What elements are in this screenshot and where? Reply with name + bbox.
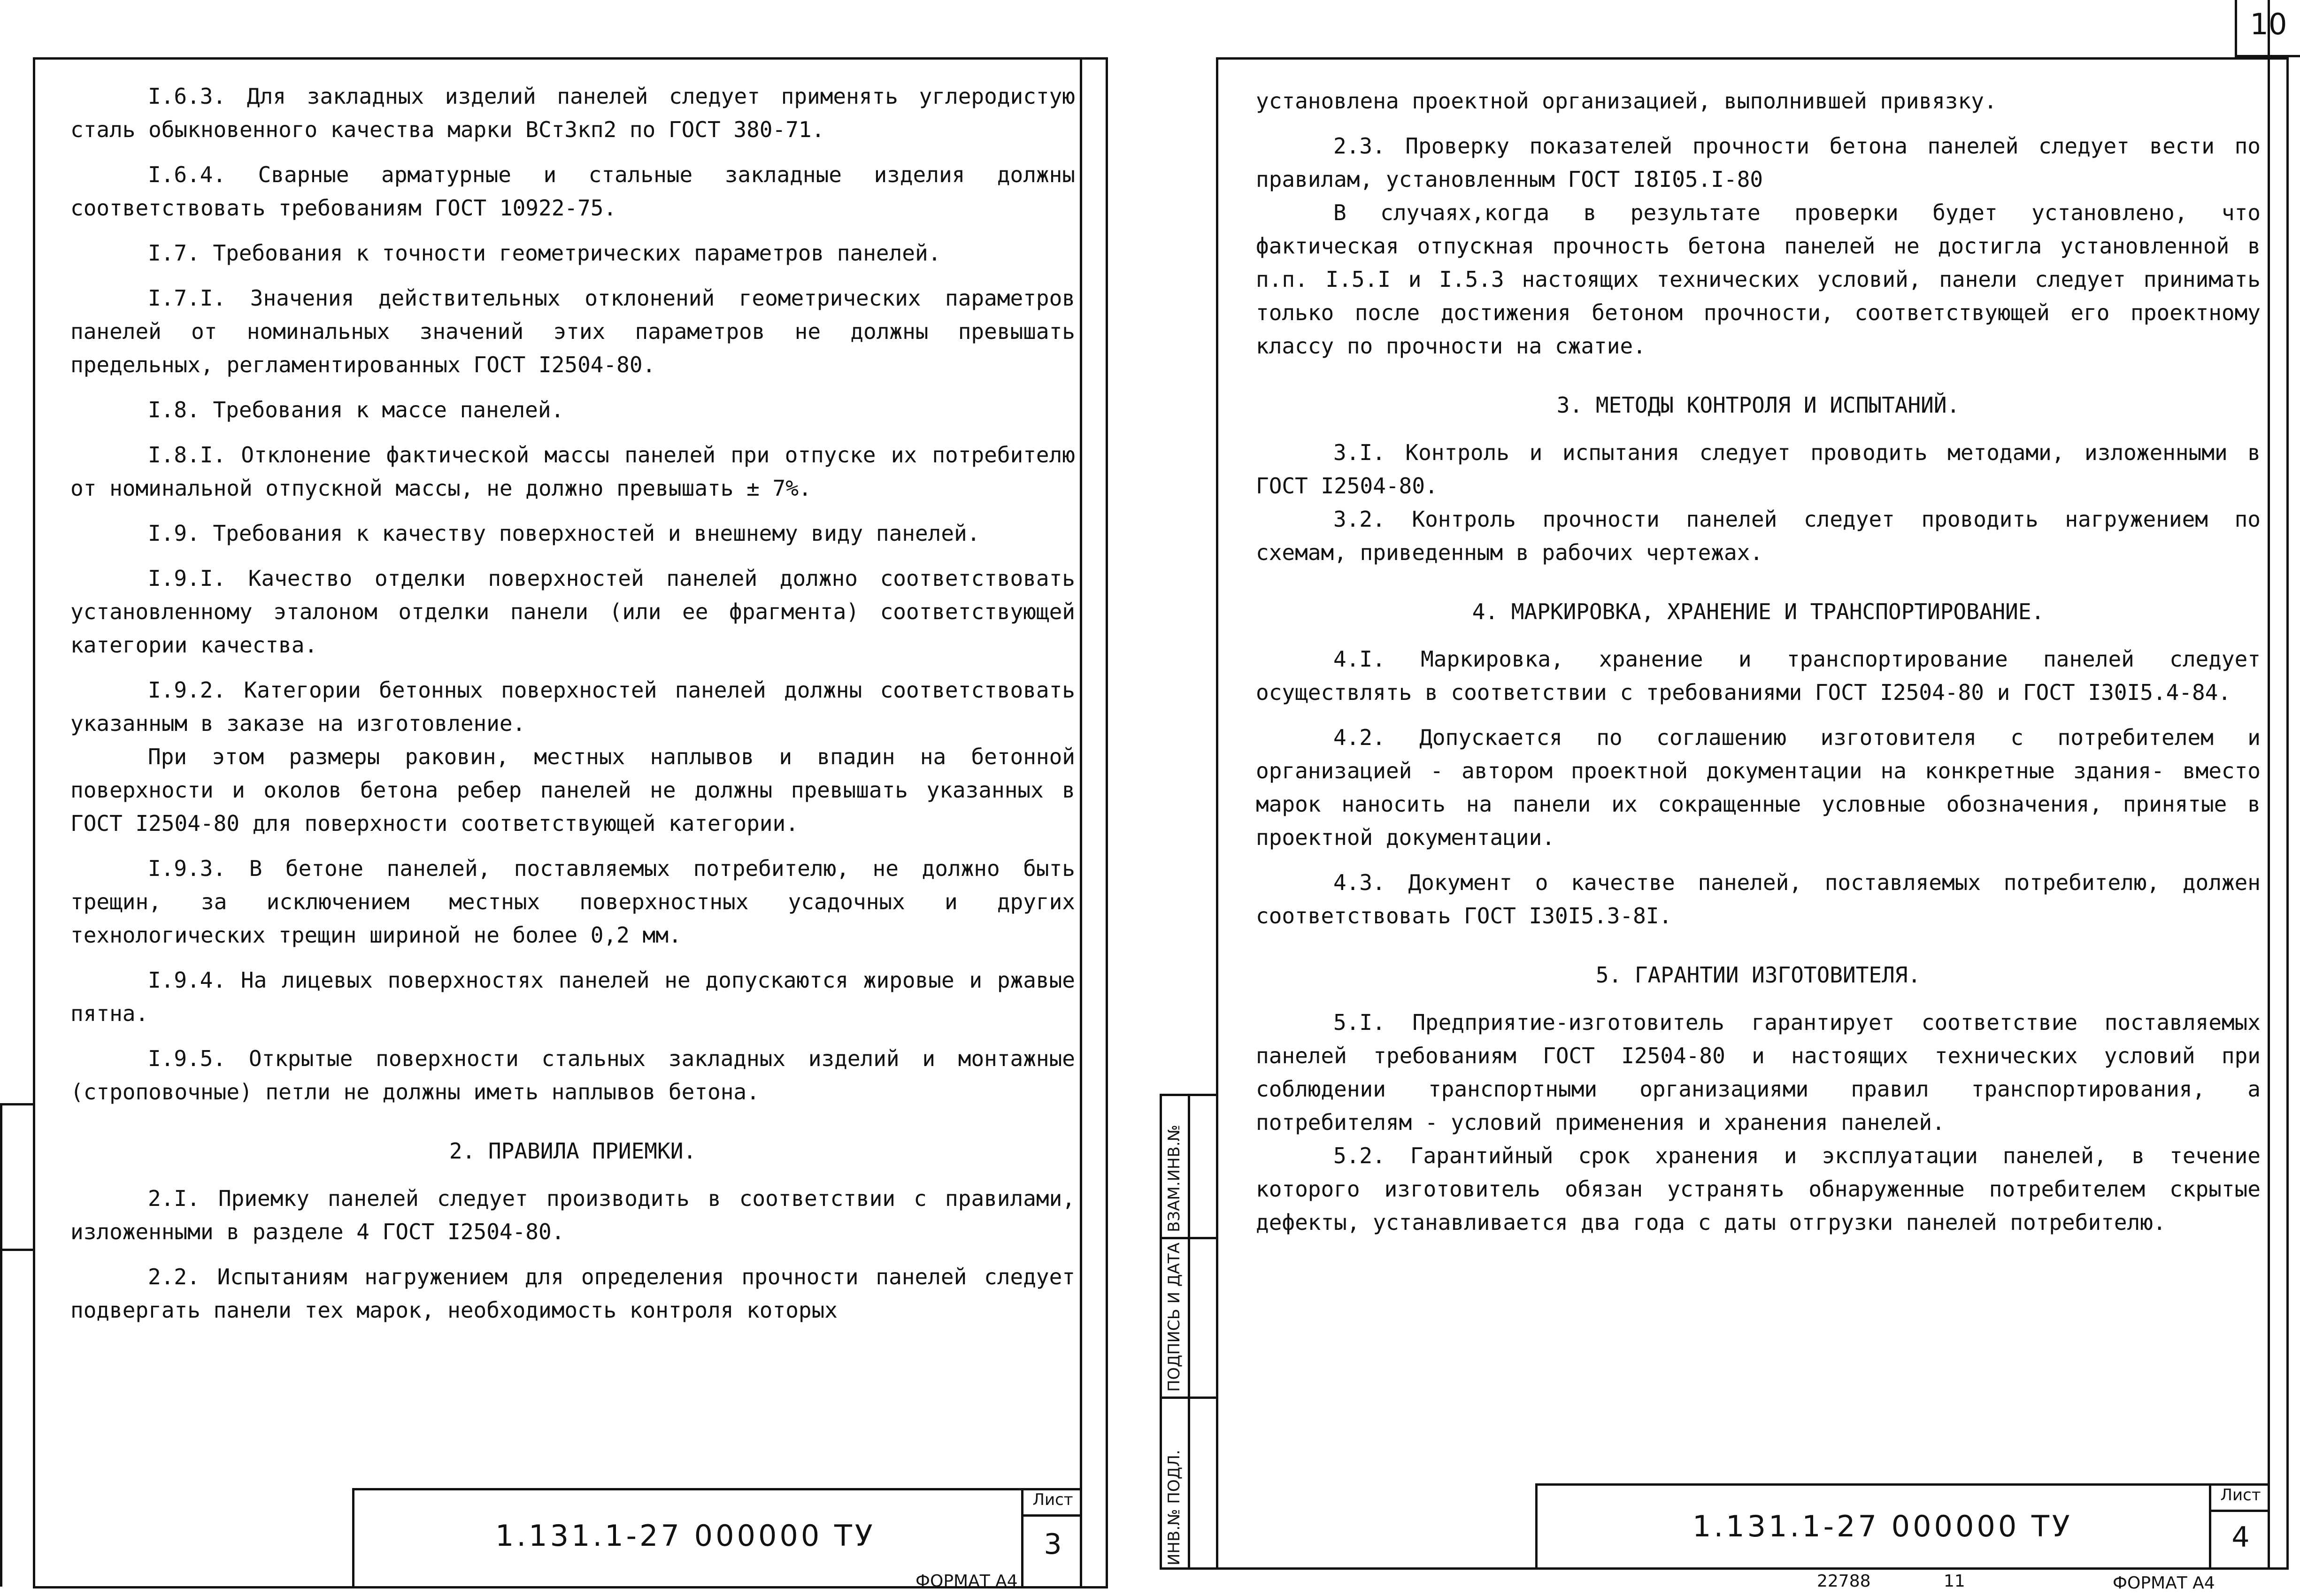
side-label-vzam-inv: ВЗАМ.ИНВ.№ bbox=[1165, 1124, 1184, 1232]
para-1-9: I.9. Требования к качеству поверхностей и внешнему виду панелей. bbox=[148, 521, 980, 546]
para-4-1: 4.I. Маркировка, хранение и транспортирование панелей следует осуществлять в соответствии с требованиями ГОСТ I2504-80 и ГОСТ I30I5.4-84. bbox=[1256, 646, 2261, 705]
left-format-label: ФОРМАТ А4 bbox=[915, 1572, 1018, 1591]
left-stamp-code: 1.131.1-27 000000 ТУ bbox=[495, 1519, 876, 1553]
para-5-1: 5.I. Предприятие-изготовитель гарантирует соответствие поставляемых панелей требованиям ГОСТ I2504-80 и настоящих технических условий при соблюдении транспортными организациями правил транспортирования, а потребителям - условий применения и хранения панелей. bbox=[1256, 1010, 2261, 1135]
para-4-3: 4.3. Документ о качестве панелей, поставляемых потребителю, должен соответствовать ГОСТ I30I5.3-8I. bbox=[1256, 870, 2261, 928]
para-1-8-1: I.8.I. Отклонение фактической массы панелей при отпуске их потребителю от номинальной отпускной массы, не должно превышать ± 7%. bbox=[70, 442, 1075, 501]
heading-section-5: 5. ГАРАНТИИ ИЗГОТОВИТЕЛЯ. bbox=[1595, 962, 1921, 988]
side-label-podpis: ПОДПИСЬ И ДАТА bbox=[1165, 1243, 1184, 1392]
right-title-block bbox=[1535, 1483, 2270, 1570]
right-page-inner-rule bbox=[2268, 0, 2270, 1570]
para-2-3-cont: В случаях,когда в результате проверки будет установлено, что фактическая отпускная прочность бетона панелей не достигла установленной в п.п. I.5.I и I.5.3 настоящих технических условий, панели следует принимать только после достижения бетоном прочности, соответствующей его проектному классу по прочности на сжатие. bbox=[1256, 200, 2261, 359]
left-page-text bbox=[70, 80, 1075, 1339]
para-1-9-2: I.9.2. Категории бетонных поверхностей панелей должны соответствовать указанным в заказе на изготовление. bbox=[70, 677, 1075, 736]
side-approval-strip bbox=[1160, 1094, 1218, 1570]
para-1-8: I.8. Требования к массе панелей. bbox=[148, 397, 564, 422]
side-divider bbox=[1162, 1396, 1218, 1399]
para-1-6-3: I.6.3. Для закладных изделий панелей следует применять углеродистую сталь обыкновенного качества марки ВСт3кп2 по ГОСТ 380-71. bbox=[70, 84, 1075, 142]
heading-section-2: 2. ПРАВИЛА ПРИЕМКИ. bbox=[449, 1138, 697, 1164]
para-cont: установлена проектной организацией, выполнившей привязку. bbox=[1256, 88, 1997, 114]
right-sheet-cell bbox=[2209, 1486, 2270, 1567]
left-list-label: Лист bbox=[1023, 1490, 1082, 1517]
para-1-9-3: I.9.3. В бетоне панелей, поставляемых потребителю, не должно быть трещин, за исключением местных поверхностных усадочных и других технологических трещин шириной не более 0,2 мм. bbox=[70, 856, 1075, 948]
left-page-inner-rule bbox=[1080, 57, 1082, 1588]
para-1-9-1: I.9.I. Качество отделки поверхностей панелей должно соответствовать установленному эталоном отделки панели (или ее фрагмента) соответствующей категории качества. bbox=[70, 566, 1075, 658]
side-label-inv-podl: ИНВ.№ ПОДЛ. bbox=[1165, 1450, 1184, 1565]
left-margin-tick bbox=[0, 1103, 33, 1105]
para-3-1: 3.I. Контроль и испытания следует проводить методами, изложенными в ГОСТ I2504-80. bbox=[1256, 440, 2261, 499]
left-sheet-cell bbox=[1021, 1490, 1082, 1586]
left-margin-rule bbox=[0, 1103, 2, 1587]
right-stamp-code: 1.131.1-27 000000 ТУ bbox=[1692, 1509, 2073, 1543]
corner-page-number: 10 bbox=[2235, 0, 2300, 57]
left-margin-tick bbox=[0, 1249, 33, 1251]
footer-archive-number: 22788 bbox=[1817, 1572, 1871, 1591]
para-3-2: 3.2. Контроль прочности панелей следует проводить нагружением по схемам, приведенным в рабочих чертежах. bbox=[1256, 506, 2261, 565]
para-2-1: 2.I. Приемку панелей следует производить в соответствии с правилами, изложенными в разделе 4 ГОСТ I2504-80. bbox=[70, 1186, 1075, 1244]
left-sheet-number: 3 bbox=[1044, 1528, 1062, 1561]
para-1-9-5: I.9.5. Открытые поверхности стальных закладных изделий и монтажные (строповочные) петли не должны иметь наплывов бетона. bbox=[70, 1046, 1075, 1105]
para-1-9-2-cont: При этом размеры раковин, местных наплывов и впадин на бетонной поверхности и околов бетона ребер панелей не должны превышать указанных в ГОСТ I2504-80 для поверхности соответствующей категории. bbox=[70, 744, 1075, 836]
right-page-text bbox=[1256, 84, 2261, 1251]
para-5-2: 5.2. Гарантийный срок хранения и эксплуатации панелей, в течение которого изготовитель обязан устранять обнаруженные потребителем скрытые дефекты, устанавливается два года с даты отгрузки панелей потребителю. bbox=[1256, 1143, 2261, 1235]
para-1-7-1: I.7.I. Значения действительных отклонений геометрических параметров панелей от номинальных значений этих параметров не должны превышать предельных, регламентированных ГОСТ I2504-80. bbox=[70, 285, 1075, 377]
para-4-2: 4.2. Допускается по соглашению изготовителя с потребителем и организацией - автором проектной документации на конкретные здания- вместо марок наносить на панели их сокращенные условные обозначения, принятые в проектной документации. bbox=[1256, 725, 2261, 850]
heading-section-4: 4. МАРКИРОВКА, ХРАНЕНИЕ И ТРАНСПОРТИРОВАНИЕ. bbox=[1472, 599, 2045, 624]
para-2-2: 2.2. Испытаниям нагружением для определения прочности панелей следует подвергать панели тех марок, необходимость контроля которых bbox=[70, 1264, 1075, 1323]
para-2-3: 2.3. Проверку показателей прочности бетона панелей следует вести по правилам, установленным ГОСТ I8I05.I-80 bbox=[1256, 133, 2261, 192]
para-1-7: I.7. Требования к точности геометрических параметров панелей. bbox=[148, 240, 941, 266]
right-format-label: ФОРМАТ А4 bbox=[2113, 1573, 2215, 1593]
heading-section-3: 3. МЕТОДЫ КОНТРОЛЯ И ИСПЫТАНИЙ. bbox=[1556, 392, 1960, 418]
para-1-6-4: I.6.4. Сварные арматурные и стальные закладные изделия должны соответствовать требованиям ГОСТ 10922-75. bbox=[70, 162, 1075, 221]
side-divider bbox=[1162, 1237, 1218, 1239]
right-sheet-number: 4 bbox=[2231, 1521, 2250, 1554]
footer-number: 11 bbox=[1944, 1572, 1965, 1591]
side-divider-vertical bbox=[1188, 1096, 1190, 1567]
para-1-9-4: I.9.4. На лицевых поверхностях панелей не допускаются жировые и ржавые пятна. bbox=[70, 967, 1075, 1026]
right-list-label: Лист bbox=[2211, 1486, 2270, 1512]
